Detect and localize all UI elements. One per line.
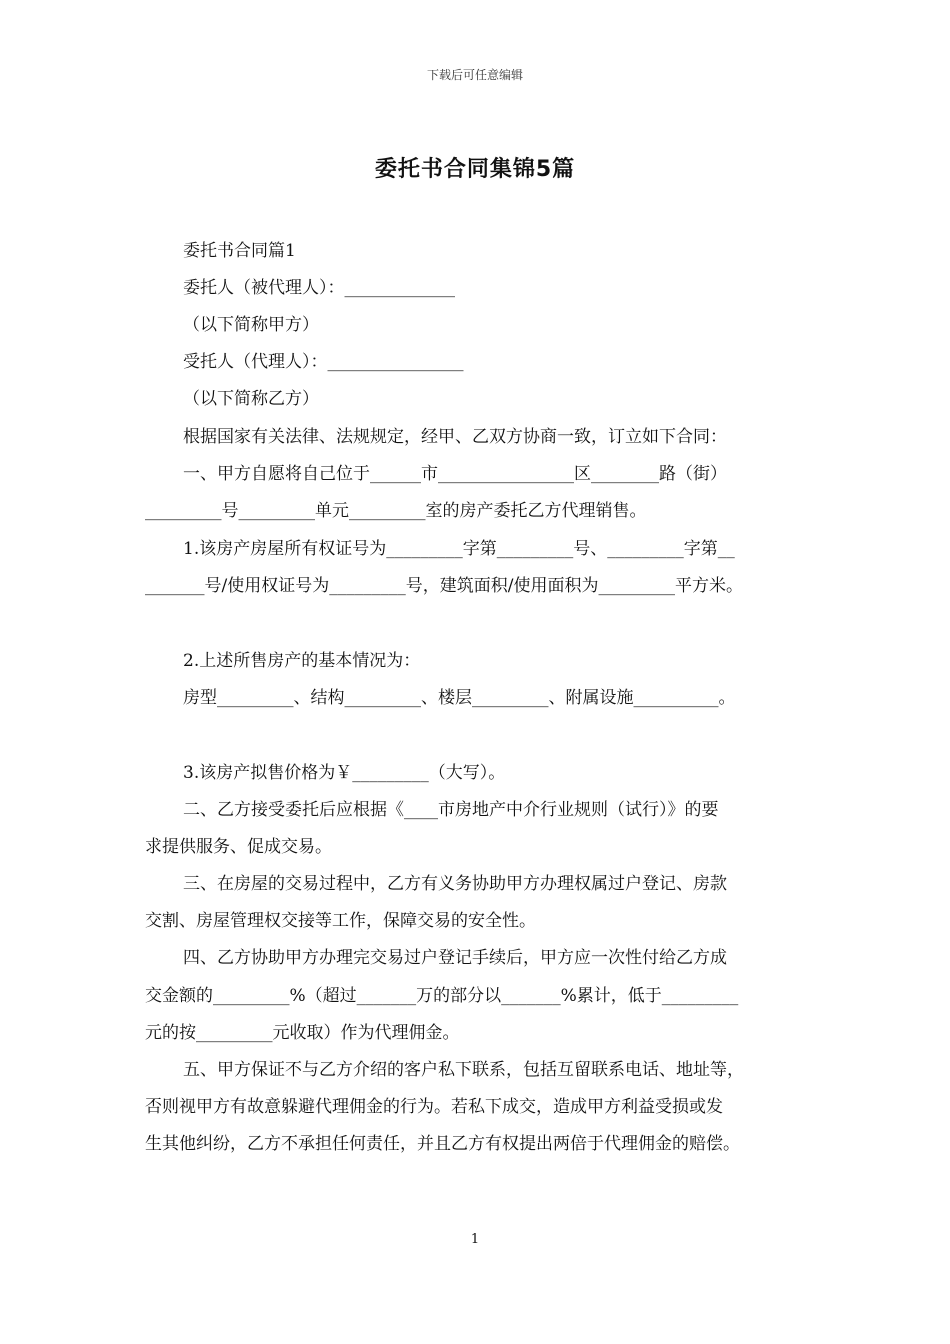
clause-1-1-line-1: 1.该房产房屋所有权证号为_________字第_________号、_________字第__ [183, 539, 735, 559]
clause-5-line-1: 五、甲方保证不与乙方介绍的客户私下联系，包括互留联系电话、地址等， [183, 1060, 744, 1080]
clause-4-line-2: 交金额的_________%（超过_______万的部分以_______%累计，低于_________ [145, 986, 739, 1006]
clause-1-line-2: _________号_________单元_________室的房产委托乙方代理销售。 [145, 501, 647, 521]
agent-line: 受托人（代理人）：________________ [183, 352, 464, 372]
clause-3-line-2: 交割、房屋管理权交接等工作，保障交易的安全性。 [145, 911, 536, 931]
clause-4-line-1: 四、乙方协助甲方办理完交易过户登记手续后，甲方应一次性付给乙方成 [183, 948, 727, 968]
clause-1-2-heading: 2.上述所售房产的基本情况为： [183, 651, 421, 671]
section-heading: 委托书合同篇1 [183, 241, 296, 261]
party-a-note: （以下简称甲方） [183, 315, 319, 335]
clause-5-line-3: 生其他纠纷，乙方不承担任何责任，并且乙方有权提出两倍于代理佣金的赔偿。 [145, 1134, 740, 1154]
clause-3-line-1: 三、在房屋的交易过程中，乙方有义务协助甲方办理权属过户登记、房款 [183, 874, 727, 894]
clause-1-1-line-2: _______号/使用权证号为_________号，建筑面积/使用面积为_________平方米。 [145, 576, 743, 596]
clause-2-line-2: 求提供服务、促成交易。 [145, 837, 332, 857]
header-note: 下载后可任意编辑 [426, 68, 523, 82]
page-number: 1 [470, 1232, 480, 1247]
clause-2-line-1: 二、乙方接受委托后应根据《____市房地产中介行业规则（试行）》的要 [183, 800, 719, 820]
clause-1-line-1: 一、甲方自愿将自己位于______市________________区________路（街） [183, 464, 727, 484]
clause-4-line-3: 元的按_________元收取）作为代理佣金。 [145, 1023, 460, 1043]
clause-1-3-price: 3.该房产拟售价格为￥_________（大写）。 [183, 763, 506, 783]
contract-preamble: 根据国家有关法律、法规规定，经甲、乙双方协商一致，订立如下合同： [183, 427, 727, 447]
clause-1-2-details: 房型_________、结构_________、楼层_________、附属设施__________。 [183, 688, 736, 708]
party-b-note: （以下简称乙方） [183, 389, 319, 409]
clause-5-line-2: 否则视甲方有故意躲避代理佣金的行为。若私下成交，造成甲方利益受损或发 [145, 1097, 723, 1117]
principal-line: 委托人（被代理人）：_____________ [183, 278, 455, 298]
document-title: 委托书合同集锦5篇 [374, 157, 576, 182]
